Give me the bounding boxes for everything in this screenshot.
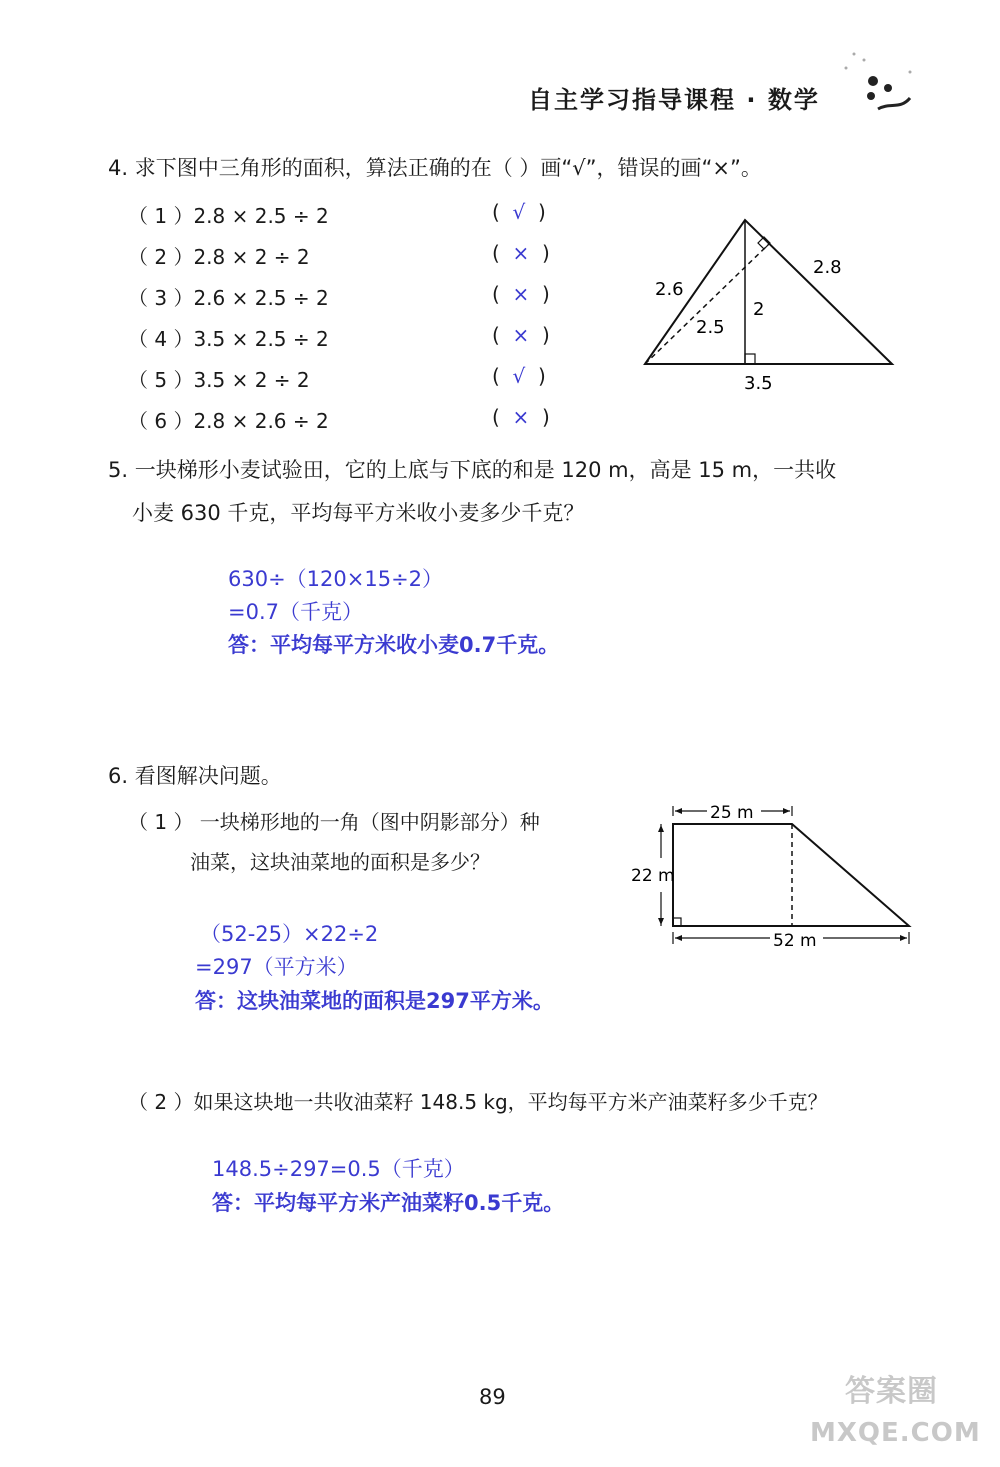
q6-p1-line1: （ 1 ） 一块梯形地的一角（图中阴影部分）种 [128,810,540,834]
q5-answer-line3: 答：平均每平方米收小麦0.7千克。 [228,633,560,657]
q4-option-2: （ 2 ）2.8 × 2 ÷ 2 [128,245,310,269]
triangle-figure [630,205,910,405]
q5-answer-line2: =0.7（千克） [228,600,363,624]
triangle-left-label: 2.6 [655,279,684,300]
q4-option-3: （ 3 ）2.6 × 2.5 ÷ 2 [128,286,329,310]
trapezoid-top-label: 25 m [710,803,754,823]
q6-title: 6. 看图解决问题。 [108,764,282,788]
triangle-base-label: 3.5 [744,373,773,394]
q4-option-5: （ 5 ）3.5 × 2 ÷ 2 [128,368,310,392]
q4-text: 4. 求下图中三角形的面积，算法正确的在（ ）画“√”，错误的画“×”。 [108,156,762,180]
trapezoid-height-label: 22 m [631,866,675,886]
triangle-inner-height-label: 2.5 [696,317,725,338]
q4-mark-4: ( × ) [492,323,550,347]
q5-answer-line1: 630÷（120×15÷2） [228,567,444,591]
q4-option-1: （ 1 ）2.8 × 2.5 ÷ 2 [128,204,329,228]
header-title: 自主学习指导课程 · 数学 [528,86,820,114]
trapezoid-bottom-label: 52 m [773,931,817,951]
page-number: 89 [479,1385,506,1409]
q5-line2: 小麦 630 千克，平均每平方米收小麦多少千克？ [132,501,585,525]
q4-mark-3: ( × ) [492,282,550,306]
triangle-height-label: 2 [753,299,765,320]
watermark-url: MXQE.COM [810,1418,981,1448]
q6-p1-answer-line1: （52-25）×22÷2 [200,922,379,946]
header-decoration-icon [838,44,928,124]
q6-p2-answer-line2: 答：平均每平方米产油菜籽0.5千克。 [212,1191,565,1215]
triangle-right-label: 2.8 [813,257,842,278]
q4-option-4: （ 4 ）3.5 × 2.5 ÷ 2 [128,327,329,351]
q6-p2-answer-line1: 148.5÷297=0.5（千克） [212,1157,465,1181]
q4-mark-6: ( × ) [492,405,550,429]
q6-p1-answer-line2: =297（平方米） [195,955,358,979]
q4-mark-1: ( √ ) [492,200,546,224]
trapezoid-figure [625,798,925,958]
q6-p1-answer-line3: 答：这块油菜地的面积是297平方米。 [195,989,554,1013]
q5-line1: 5. 一块梯形小麦试验田，它的上底与下底的和是 120 m，高是 15 m，一共收 [108,458,837,482]
q6-p1-line2: 油菜，这块油菜地的面积是多少？ [190,850,490,874]
q4-mark-2: ( × ) [492,241,550,265]
q6-p2-text: （ 2 ）如果这块地一共收油菜籽 148.5 kg，平均每平方米产油菜籽多少千克？ [128,1090,828,1114]
q4-mark-5: ( √ ) [492,364,546,388]
q4-option-6: （ 6 ）2.8 × 2.6 ÷ 2 [128,409,329,433]
watermark-logo: 答案圈 [845,1374,938,1409]
